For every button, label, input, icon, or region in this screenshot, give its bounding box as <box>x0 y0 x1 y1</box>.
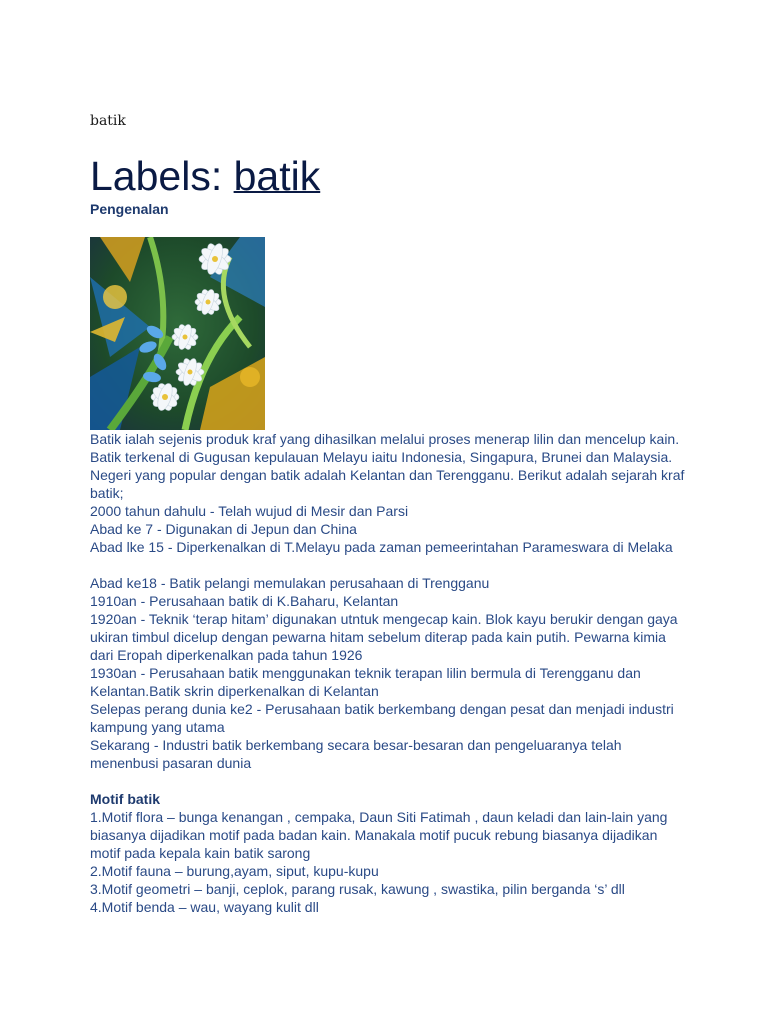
labels-prefix: Labels: <box>90 153 234 199</box>
motif-item: 1.Motif flora – bunga kenangan , cempaka, Daun Siti Fatimah , daun keladi dan lain-lain yang biasanya dijadikan motif pada badan kain. Manakala motif pucuk rebung biasanya dijadikan motif pada kepala kain batik sarong <box>90 809 668 861</box>
history-line: Abad ke18 - Batik pelangi memulakan perusahaan di Trengganu <box>90 575 490 591</box>
history-line: 2000 tahun dahulu - Telah wujud di Mesir dan Parsi <box>90 503 409 519</box>
motif-item: 2.Motif fauna – burung,ayam, siput, kupu-kupu <box>90 863 379 879</box>
history-line: Selepas perang dunia ke2 - Perusahaan batik berkembang dengan pesat dan menjadi industri kampung yang utama <box>90 701 674 735</box>
history-line: Sekarang - Industri batik berkembang secara besar-besaran dan pengeluaranya telah menenbusi pasaran dunia <box>90 737 622 771</box>
motif-item: 3.Motif geometri – banji, ceplok, parang rusak, kawung , swastika, pilin berganda ‘s’ dll <box>90 881 625 897</box>
history-line: Abad lke 15 - Diperkenalkan di T.Melayu pada zaman pemeerintahan Parameswara di Melaka <box>90 539 673 555</box>
history-line: 1930an - Perusahaan batik menggunakan teknik terapan lilin bermula di Terengganu dan Kelantan.Batik skrin diperkenalkan di Kelantan <box>90 665 641 699</box>
intro-paragraph: Batik ialah sejenis produk kraf yang dihasilkan melalui proses menerap lilin dan mencelup kain. Batik terkenal di Gugusan kepulauan Melayu iaitu Indonesia, Singapura, Brunei dan Malaysia. Negeri yang popular dengan batik adalah Kelantan dan Terengganu. Berikut adalah sejarah kraf batik; <box>90 431 685 501</box>
batik-flower-image <box>90 237 265 430</box>
article-body <box>90 430 690 916</box>
motif-item: 4.Motif benda – wau, wayang kulit dll <box>90 899 319 915</box>
intro-title: Pengenalan <box>90 201 169 217</box>
history-line: Abad ke 7 - Digunakan di Jepun dan China <box>90 521 357 537</box>
motif-title: Motif batik <box>90 791 160 807</box>
label-link-batik[interactable]: batik <box>233 153 321 199</box>
post-label: batik <box>90 113 126 129</box>
labels-heading <box>90 152 320 200</box>
history-line: 1920an - Teknik ‘terap hitam’ digunakan utntuk mengecap kain. Blok kayu berukir dengan gaya ukiran timbul dicelup dengan pewarna hitam sebelum diterap pada kain putih. Pewarna kimia dari Eropah diperkenalkan pada tahun 1926 <box>90 611 678 663</box>
history-line: 1910an - Perusahaan batik di K.Baharu, Kelantan <box>90 593 399 609</box>
